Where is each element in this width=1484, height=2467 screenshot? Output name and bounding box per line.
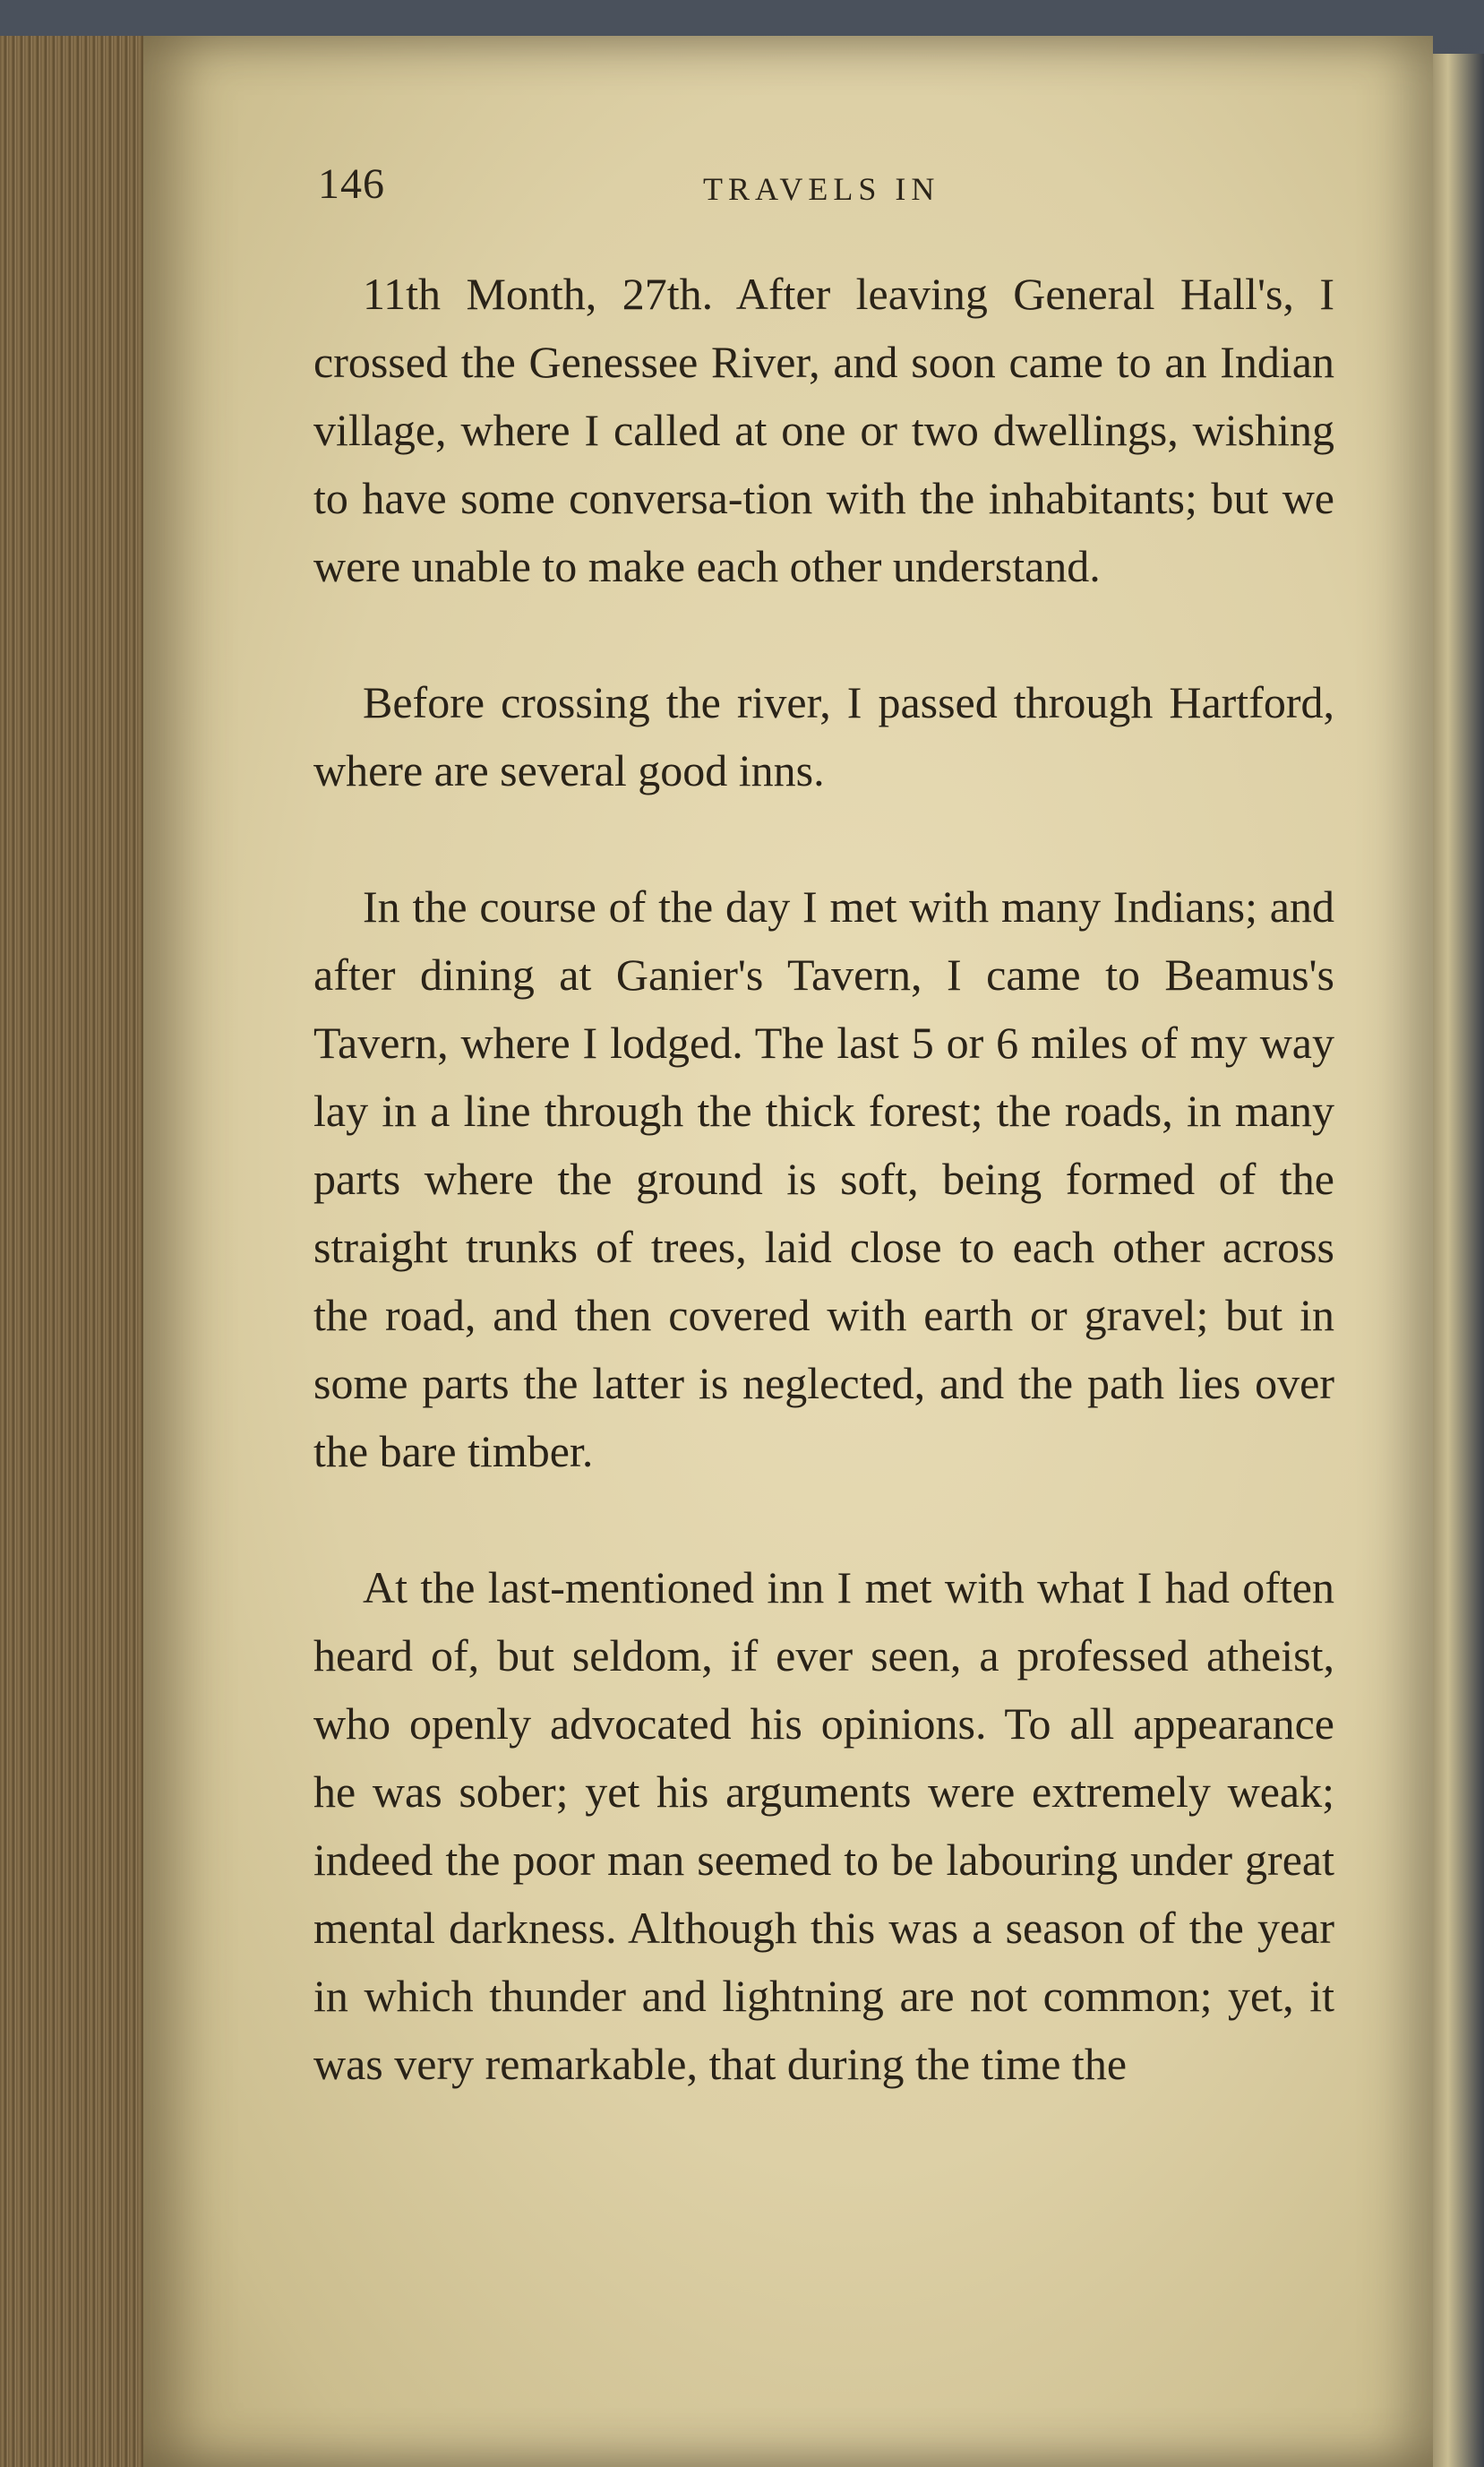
page-header (318, 159, 1330, 222)
paragraph: Before crossing the river, I passed through Hartford, where are several good inns. (313, 677, 1334, 795)
paragraph: In the course of the day I met with many Indians; and after dining at Ganier's Tavern, I came to Beamus's Tavern, where I lodged. The last 5 or 6 miles of my way lay in a line through the thick forest; the roads, in many parts where the ground is soft, being formed of the straight trunks of trees, laid close to each other across the road, and then covered with earth or gravel; but in some parts the latter is neglected, and the path lies over the bare timber. (313, 881, 1334, 1476)
paragraph: At the last-mentioned inn I met with what I had often heard of, but seldom, if ever seen, a professed atheist, who openly advocated his opinions. To all appearance he was sober; yet his arguments were extremely weak; indeed the poor man seemed to be labouring under great mental darkness. Although this was a season of the year in which thunder and lightning are not common; yet, it was very remarkable, that during the time the (313, 1562, 1334, 2089)
body-text (313, 260, 1334, 2098)
page-number: 146 (318, 160, 385, 208)
book-page-edges-right (1424, 54, 1484, 2467)
running-head: TRAVELS IN (703, 171, 940, 207)
book-page-edges-left (0, 36, 155, 2467)
paragraph: 11th Month, 27th. After leaving General Hall's, I crossed the Genessee River, and soon came to an Indian village, where I called at one or two dwellings, wishing to have some conversa-tion with the inhabitants; but we were unable to make each other understand. (313, 269, 1334, 591)
